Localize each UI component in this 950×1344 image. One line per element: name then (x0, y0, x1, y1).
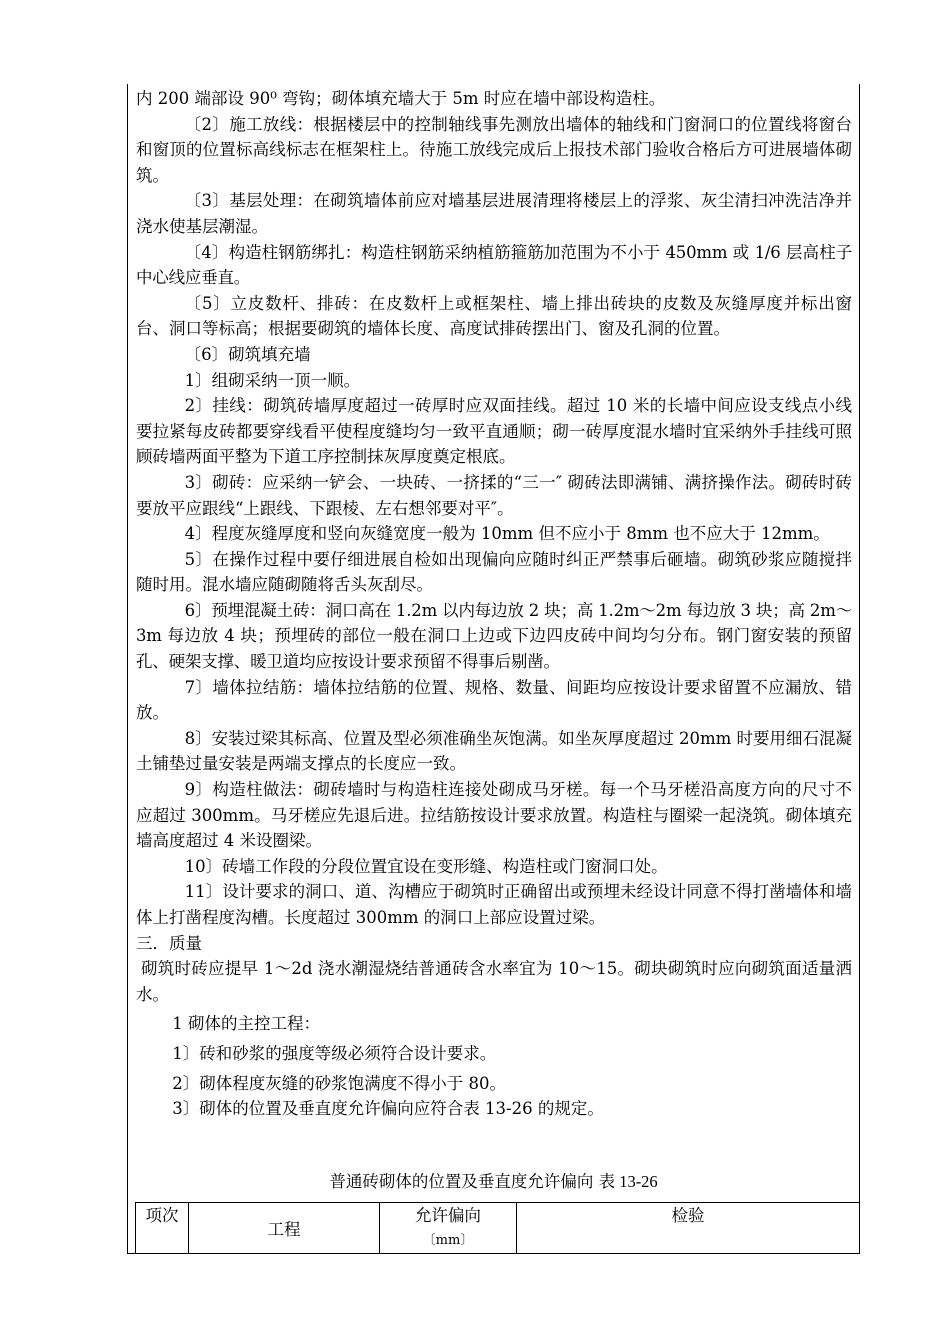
table-title-text: 普通砖砌体的位置及垂直度允许偏向 (329, 1172, 594, 1191)
paragraph: 9〕构造柱做法：砌砖墙时与构造柱连接处砌成马牙槎。每一个马牙槎沿高度方向的尺寸不应超过 300mm。马牙槎应先退后进。拉结筋按设计要求放置。构造柱与圈梁一起浇筑。砌体填充墙高度超过 4 米设圈梁。 (136, 780, 852, 851)
header-item-no: 项次 (136, 1203, 189, 1254)
paragraph: 内 200 端部设 90⁰ 弯钩；砌体填充墙大于 5m 时应在墙中部设构造柱。 (136, 89, 666, 108)
paragraph: 7〕墙体拉结筋：墙体拉结筋的位置、规格、数量、间距均应按设计要求留置不应漏放、错放。 (136, 677, 852, 723)
paragraph: 1〕砖和砂浆的强度等级必须符合设计要求。 (172, 1043, 497, 1063)
document-body (136, 86, 852, 1122)
header-unit: 〔mm〕 (422, 1233, 474, 1248)
paragraph: 6〕预埋混凝土砖：洞口高在 1.2m 以内每边放 2 块；高 1.2m～2m 每边放 3 块；高 2m～3m 每边放 4 块；预埋砖的部位一般在洞口上边或下边四皮砖中间均匀分布。钢门窗安装的预留孔、硬架支撑、暖卫道均应按设计要求预留不得事后剔凿。 (136, 600, 852, 672)
subheading: 1 砌体的主控工程： (172, 1014, 321, 1034)
paragraph: 11〕设计要求的洞口、道、沟槽应于砌筑时正确留出或预埋未经设计同意不得打凿墙体和墙体上打凿程度沟槽。长度超过 300mm 的洞口上部应设置过梁。 (136, 882, 852, 927)
paragraph: 砌筑时砖应提早 1～2d 浇水潮湿烧结普通砖含水率宜为 10～15。砌块砌筑时应向砌筑面适量洒水。 (136, 959, 852, 1004)
header-allowed-deviation (380, 1203, 517, 1254)
deviation-table (135, 1202, 860, 1254)
paragraph: 2〕砌体程度灰缝的砂浆饱满度不得小于 80。 (172, 1073, 507, 1093)
paragraph: 1〕组砌采纳一顶一顺。 (184, 370, 361, 390)
paragraph: 〔6〕砌筑填充墙 (184, 344, 311, 364)
section-heading: 三．质量 (136, 933, 202, 953)
paragraph: 〔4〕构造柱钢筋绑扎：构造柱钢筋采纳植筋箍筋加范围为不小于 450mm 或 1/6 层高柱子中心线应垂直。 (136, 242, 852, 288)
paragraph: 8〕安装过梁其标高、位置及型必须准确坐灰饱满。如坐灰厚度超过 20mm 时要用细石混凝土铺垫过量安装是两端支撑点的长度应一致。 (136, 728, 852, 774)
bottom-border (127, 1253, 860, 1254)
header-allowed-deviation-label: 允许偏向 (415, 1206, 481, 1225)
paragraph: 3〕砌体的位置及垂直度允许偏向应符合表 13-26 的规定。 (172, 1099, 604, 1119)
table-header-row (136, 1203, 860, 1254)
table-number: 表 13-26 (598, 1172, 658, 1191)
paragraph: 2〕挂线：砌筑砖墙厚度超过一砖厚时应双面挂线。超过 10 米的长墙中间应设支线点小线要拉紧每皮砖都要穿线看平使程度缝均匀一致平直通顺；砌一砖厚度混水墙时宜采纳外手挂线可照顾砖墙两面平整为下道工序控制抹灰厚度奠定根底。 (136, 396, 852, 467)
paragraph: 3〕砌砖：应采纳一铲会、一块砖、一挤揉的“三一″ 砌砖法即满铺、满挤操作法。砌砖时砖要放平应跟线“上跟线、下跟棱、左右想邻要对平″。 (136, 472, 852, 518)
table-title (127, 1168, 860, 1192)
header-project: 工程 (189, 1203, 380, 1254)
paragraph: 10〕砖墙工作段的分段位置宜设在变形缝、构造柱或门窗洞口处。 (184, 856, 668, 876)
paragraph: 〔2〕施工放线：根据楼层中的控制轴线事先测放出墙体的轴线和门窗洞口的位置线将窗台和窗顶的位置标高线标志在框架柱上。待施工放线完成后上报技术部门验收合格后方可进展墙体砌筑。 (136, 114, 852, 185)
paragraph: 4〕程度灰缝厚度和竖向灰缝宽度一般为 10mm 但不应小于 8mm 也不应大于 12mm。 (184, 524, 830, 544)
paragraph: 〔5〕立皮数杆、排砖：在皮数杆上或框架柱、墙上排出砖块的皮数及灰缝厚度并标出窗台、洞口等标高；根据要砌筑的墙体长度、高度试排砖摆出门、窗及孔洞的位置。 (136, 293, 852, 339)
paragraph: 〔3〕基层处理：在砌筑墙体前应对墙基层进展清理将楼层上的浮浆、灰尘清扫冲洗洁净并浇水使基层潮湿。 (136, 191, 852, 236)
header-inspection: 检验 (517, 1203, 860, 1254)
paragraph: 5〕在操作过程中要仔细进展自检如出现偏向应随时纠正严禁事后砸墙。砌筑砂浆应随搅拌随时用。混水墙应随砌随将舌头灰刮尽。 (136, 549, 852, 595)
